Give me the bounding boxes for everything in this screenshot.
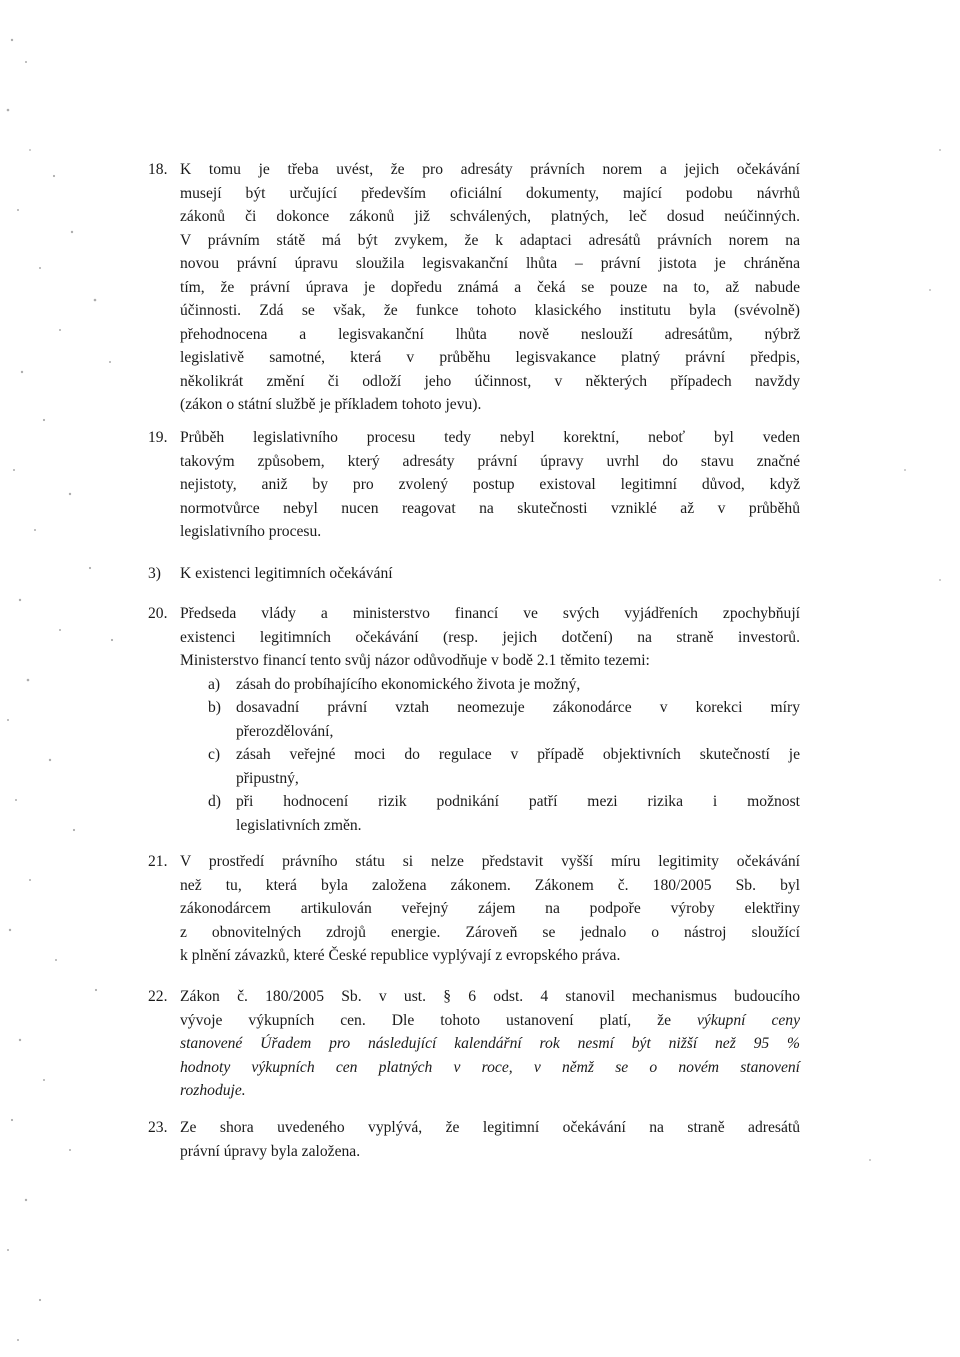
paragraph-number: 19. <box>148 429 168 446</box>
text-line: normotvůrce nebyl nucen reagovat na skutečnosti vzniklé až v průběhů <box>180 499 800 517</box>
section-heading <box>148 562 393 586</box>
text-line: K tomu je třeba uvést, že pro adresáty právních norem a jejich očekávání <box>180 161 800 178</box>
text-line: (zákon o státní službě je příkladem tohoto jevu). <box>180 396 482 413</box>
text-fragment: vývoje výkupních cen. Dle tohoto ustanovení platí, že <box>180 1011 671 1029</box>
text-line: několikrát změní či odloží jeho účinnost, v některých případech navždy <box>180 372 800 390</box>
text-line: zákonodárcem artikulován veřejný zájem na podpoře výroby elektřiny <box>180 900 800 917</box>
text-line: zákonů či dokonce zákonů již schválených, platných, leč dosud neúčinných. <box>180 208 800 225</box>
text-line: existenci legitimních očekávání (resp. jejich dotčení) na straně investorů. <box>180 628 800 646</box>
list-item <box>180 790 800 837</box>
text-line: připustný, <box>236 769 299 787</box>
list-marker: b) <box>208 699 221 716</box>
paragraph-number: 20. <box>148 605 168 622</box>
text-line: k plnění závazků, které České republice vyplývají z evropského práva. <box>180 947 621 964</box>
quoted-text: výkupní ceny <box>696 1011 801 1029</box>
text-line: účinnosti. Zdá se však, že funkce tohoto klasického institutu byla (svévolně) <box>180 302 800 319</box>
list-item <box>180 673 800 697</box>
paragraph-18 <box>148 158 800 417</box>
text-line: Zákon č. 180/2005 Sb. v ust. § 6 odst. 4 stanovil mechanismus budoucího <box>180 988 800 1005</box>
text-line: musejí být určující především oficiální dokumenty, mající podobu návrhů <box>180 184 800 202</box>
paragraph-20 <box>148 602 800 837</box>
text-line <box>180 1009 800 1033</box>
text-line: Ministerstvo financí tento svůj názor odůvodňuje v bodě 2.1 těmito tezemi: <box>180 652 650 669</box>
text-line: přehodnocena a legisvakanční lhůta nově neslouží adresátům, nýbrž <box>180 325 800 343</box>
section-number: 3) <box>148 565 161 582</box>
paragraph-text <box>180 985 800 1103</box>
text-line: zásah do probíhajícího ekonomického života je možný, <box>236 675 581 693</box>
text-line: z obnovitelných zdrojů energie. Zároveň se jednalo o nástroj sloužící <box>180 923 800 941</box>
text-line: legislativě samotné, která v průběhu legisvakance platný právní předpis, <box>180 349 800 366</box>
section-title: K existenci legitimních očekávání <box>180 565 393 582</box>
quoted-text-line: rozhoduje. <box>180 1082 246 1099</box>
paragraph-text <box>180 850 800 968</box>
paragraph-text <box>180 602 800 837</box>
quoted-text-line: stanovené Úřadem pro následující kalendářní rok nesmí být nižší než 95 % <box>180 1035 800 1052</box>
text-line: právní úpravy byla založena. <box>180 1142 361 1160</box>
list-item <box>180 696 800 743</box>
text-line: než tu, která byla založena zákonem. Zákonem č. 180/2005 Sb. byl <box>180 876 800 894</box>
paragraph-23 <box>148 1116 800 1163</box>
text-line: dosavadní právní vztah neomezuje zákonodárce v korekci míry <box>236 699 800 716</box>
list-item <box>180 743 800 790</box>
text-line: novou právní úpravu sloužila legisvakanční lhůta – právní jistota je chráněna <box>180 255 800 272</box>
text-line: zásah veřejné moci do regulace v případě objektivních skutečností je <box>236 746 800 763</box>
text-line: Ze shora uvedeného vyplývá, že legitimní očekávání na straně adresátů <box>180 1119 800 1136</box>
text-line: při hodnocení rizik podnikání patří mezi rizika i možnost <box>236 793 800 810</box>
text-line: tím, že právní úprava je dopředu známá a čeká se pouze na to, až nabude <box>180 278 800 296</box>
paragraph-text <box>180 1116 800 1163</box>
list-marker: d) <box>208 793 221 810</box>
paragraph-number: 18. <box>148 161 168 178</box>
paragraph-19 <box>148 426 800 544</box>
text-line: Předseda vlády a ministerstvo financí ve svých vyjádřeních zpochybňují <box>180 605 800 622</box>
text-line: V prostředí právního státu si nelze představit vyšší míru legitimity očekávání <box>180 853 800 870</box>
text-line: V právním státě má být zvykem, že k adaptaci adresátů právních norem na <box>180 231 800 249</box>
quoted-text-line: hodnoty výkupních cen platných v roce, v němž se o novém stanovení <box>180 1058 800 1076</box>
paragraph-21 <box>148 850 800 968</box>
text-line: legislativního procesu. <box>180 523 322 540</box>
text-line: Průběh legislativního procesu tedy nebyl korektní, neboť byl veden <box>180 429 800 446</box>
text-line: takovým způsobem, který adresáty právní úpravy uvrhl do stavu značné <box>180 452 800 470</box>
text-line: nejistoty, aniž by pro zvolený postup existoval legitimní důvod, když <box>180 476 800 493</box>
thesis-list <box>180 673 800 838</box>
paragraph-text <box>180 158 800 417</box>
paragraph-number: 21. <box>148 853 168 870</box>
text-line: legislativních změn. <box>236 816 362 834</box>
paragraph-number: 22. <box>148 988 168 1005</box>
paragraph-text <box>180 426 800 544</box>
list-marker: a) <box>208 675 221 693</box>
paragraph-22 <box>148 985 800 1103</box>
text-line: přerozdělování, <box>236 722 334 740</box>
paragraph-number: 23. <box>148 1119 168 1136</box>
list-marker: c) <box>208 746 221 763</box>
